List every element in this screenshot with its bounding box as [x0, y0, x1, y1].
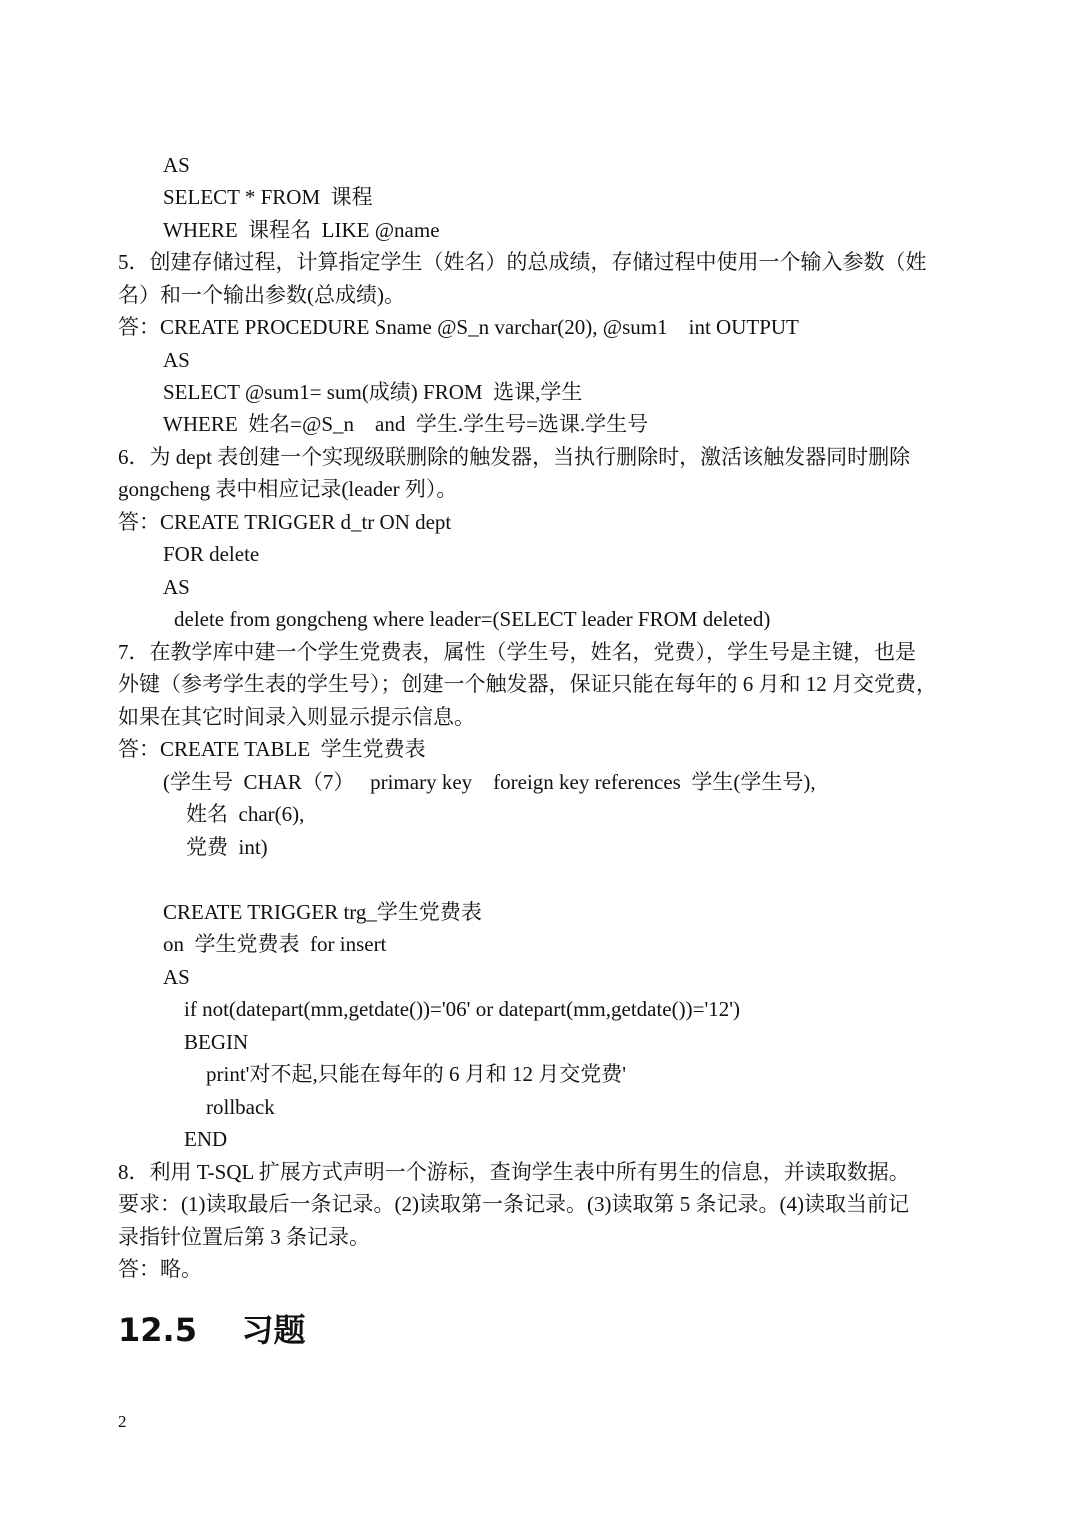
text-line: AS — [163, 348, 190, 372]
text-line: 如果在其它时间录入则显示提示信息。 — [118, 705, 475, 729]
text-line: 党费 int) — [186, 835, 268, 859]
text-line: print'对不起,只能在每年的 6 月和 12 月交党费' — [206, 1062, 626, 1086]
text-line: SELECT * FROM 课程 — [163, 185, 373, 209]
text-line: 答：略。 — [118, 1257, 202, 1281]
text-line: 要求：(1)读取最后一条记录。(2)读取第一条记录。(3)读取第 5 条记录。(4)读取当前记 — [118, 1192, 909, 1216]
text-line: END — [184, 1127, 228, 1151]
text-line: BEGIN — [184, 1030, 249, 1054]
text-line: WHERE 课程名 LIKE @name — [163, 218, 440, 242]
text-line: 名）和一个输出参数(总成绩)。 — [118, 283, 405, 307]
section-heading: 12.5 习题 — [118, 1311, 306, 1349]
text-line: rollback — [206, 1095, 275, 1119]
text-line: delete from gongcheng where leader=(SELECT leader FROM deleted) — [174, 607, 771, 631]
text-line: 答：CREATE TRIGGER d_tr ON dept — [118, 510, 452, 534]
text-line: AS — [163, 575, 190, 599]
text-line: 录指针位置后第 3 条记录。 — [118, 1225, 370, 1249]
text-line: CREATE TRIGGER trg_学生党费表 — [163, 900, 482, 924]
page-number: 2 — [118, 1412, 127, 1431]
text-line: on 学生党费表 for insert — [163, 932, 387, 956]
text-line: 8．利用 T-SQL 扩展方式声明一个游标，查询学生表中所有男生的信息，并读取数据。 — [118, 1160, 910, 1184]
text-line: 外键（参考学生表的学生号）；创建一个触发器，保证只能在每年的 6 月和 12 月交党费， — [118, 672, 937, 696]
text-line: if not(datepart(mm,getdate())='06' or datepart(mm,getdate())='12') — [184, 997, 741, 1021]
text-line: (学生号 CHAR（7） primary key foreign key references 学生(学生号), — [163, 770, 816, 794]
text-line: 6．为 dept 表创建一个实现级联删除的触发器，当执行删除时，激活该触发器同时删除 — [118, 445, 911, 469]
text-line: gongcheng 表中相应记录(leader 列）。 — [118, 477, 458, 501]
text-line: WHERE 姓名=@S_n and 学生.学生号=选课.学生号 — [163, 412, 649, 436]
text-line: 姓名 char(6), — [186, 802, 305, 826]
text-line: AS — [163, 965, 190, 989]
text-line: FOR delete — [163, 542, 260, 566]
text-line: AS — [163, 153, 190, 177]
text-line: 答：CREATE PROCEDURE Sname @S_n varchar(20), @sum1 int OUTPUT — [118, 315, 799, 339]
text-line: 5．创建存储过程，计算指定学生（姓名）的总成绩，存储过程中使用一个输入参数（姓 — [118, 250, 927, 274]
text-line: SELECT @sum1= sum(成绩) FROM 选课,学生 — [163, 380, 583, 404]
text-line: 7．在教学库中建一个学生党费表，属性（学生号，姓名，党费），学生号是主键，也是 — [118, 640, 916, 664]
text-line: 答：CREATE TABLE 学生党费表 — [118, 737, 426, 761]
